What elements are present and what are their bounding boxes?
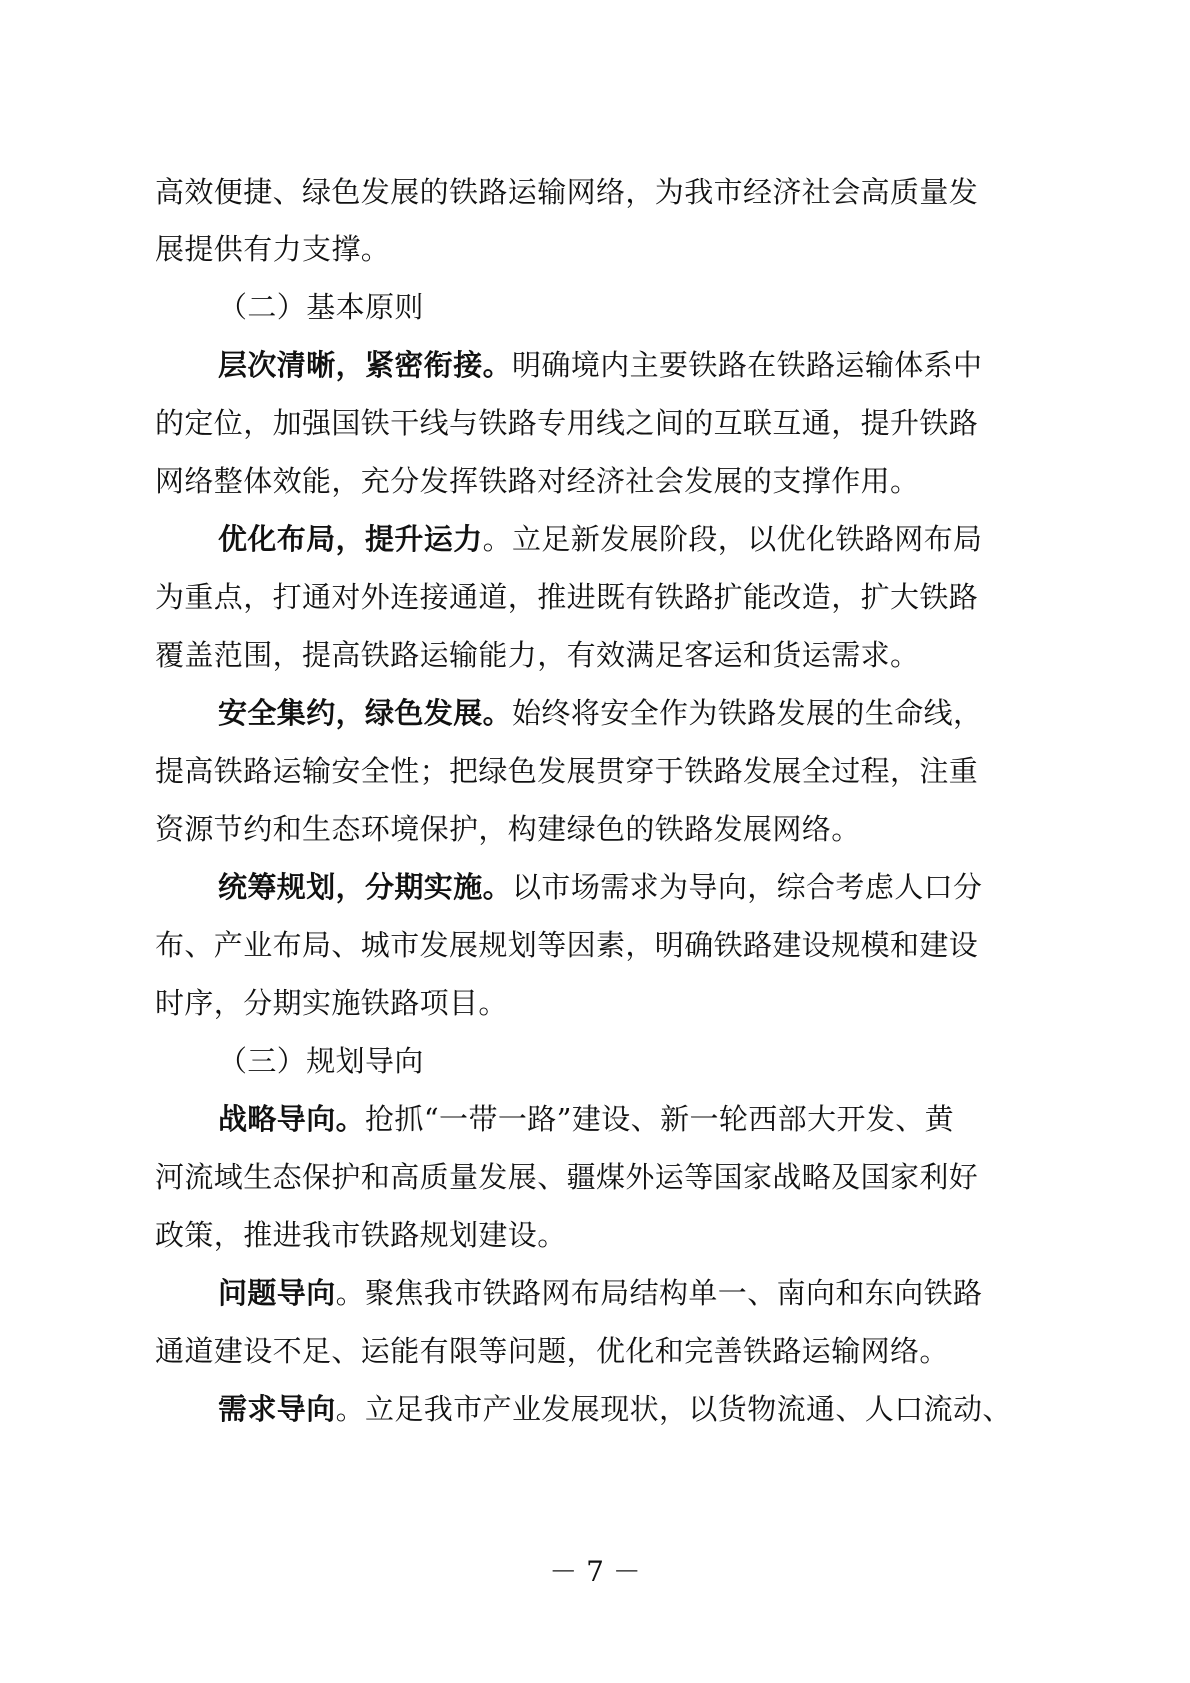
paragraph-line [218,1099,954,1139]
paragraph-lead: 统筹规划，分期实施。 [218,870,513,904]
paragraph-line [218,867,982,907]
paragraph-line [218,1389,1012,1429]
line-text: 。立足新发展阶段，以优化铁路网布局 [482,522,983,556]
paragraph-line [155,809,861,849]
paragraph-lead: 安全集约，绿色发展。 [218,696,513,730]
paragraph-line [155,635,919,675]
paragraph-lead: 问题导向 [218,1276,336,1310]
paragraph-line [155,1157,978,1197]
line-text: 提高铁路运输安全性；把绿色发展贯穿于铁路发展全过程，注重 [155,754,979,788]
page-number: － 7 － [549,1555,641,1588]
line-text: 的定位，加强国铁干线与铁路专用线之间的互联互通，提升铁路 [155,406,979,440]
line-text: 河流域生态保护和高质量发展、疆煤外运等国家战略及国家利好 [155,1160,979,1194]
paragraph-line [155,751,978,791]
paragraph-line [155,229,390,269]
paragraph-line [155,461,919,501]
paragraph-line [155,1331,949,1371]
paragraph-line [218,693,982,733]
line-text: 抢抓“一带一路”建设、新一轮西部大开发、黄 [365,1102,955,1136]
paragraph-line [155,403,978,443]
paragraph-lead: 优化布局，提升运力 [218,522,483,556]
line-text: 时序，分期实施铁路项目。 [155,986,508,1020]
line-text: 以市场需求为导向，综合考虑人口分 [512,870,983,904]
heading-text: （二）基本原则 [218,290,424,324]
paragraph-line [218,1273,982,1313]
paragraph-lead: 层次清晰，紧密衔接。 [218,348,513,382]
line-text: 始终将安全作为铁路发展的生命线， [512,696,983,730]
paragraph-line [155,925,978,965]
line-text: 覆盖范围，提高铁路运输能力，有效满足客运和货运需求。 [155,638,920,672]
line-text: 布、产业布局、城市发展规划等因素，明确铁路建设规模和建设 [155,928,979,962]
paragraph-line [218,519,982,559]
paragraph-line [155,577,978,617]
paragraph-line [155,1215,567,1255]
paragraph-line [218,345,982,385]
line-text: 高效便捷、绿色发展的铁路运输网络，为我市经济社会高质量发 [155,175,979,209]
line-text: 为重点，打通对外连接通道，推进既有铁路扩能改造，扩大铁路 [155,580,979,614]
line-text: 网络整体效能，充分发挥铁路对经济社会发展的支撑作用。 [155,464,920,498]
paragraph-lead: 战略导向。 [218,1102,366,1136]
heading-text: （三）规划导向 [218,1044,424,1078]
line-text: 。立足我市产业发展现状，以货物流通、人口流动、 [335,1392,1012,1426]
section-heading [218,287,424,327]
paragraph-line [155,172,978,212]
line-text: 政策，推进我市铁路规划建设。 [155,1218,567,1252]
section-heading [218,1041,424,1081]
paragraph-lead: 需求导向 [218,1392,336,1426]
paragraph-line [155,983,508,1023]
line-text: 。聚焦我市铁路网布局结构单一、南向和东向铁路 [335,1276,983,1310]
line-text: 明确境内主要铁路在铁路运输体系中 [512,348,983,382]
line-text: 展提供有力支撑。 [155,232,391,266]
line-text: 资源节约和生态环境保护，构建绿色的铁路发展网络。 [155,812,861,846]
line-text: 通道建设不足、运能有限等问题，优化和完善铁路运输网络。 [155,1334,949,1368]
